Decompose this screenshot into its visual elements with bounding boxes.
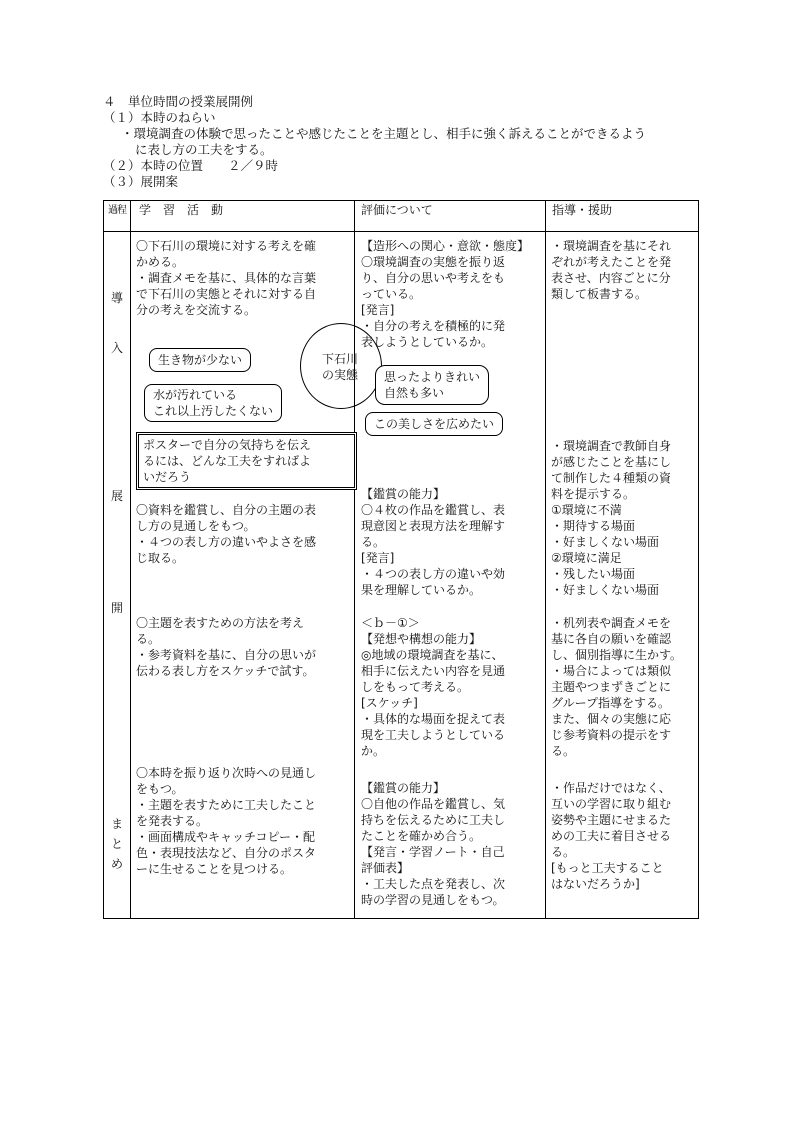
phase-develop-1: 展 [110, 489, 123, 503]
header-activities: 学 習 活 動 [131, 201, 355, 232]
activity-4: 〇本時を振り返り次時への見通し をもつ。 ・主題を表すために工夫したこと を発表する。 ・画面構成やキャッチコピー・配 色・表現技法など、自分のポスタ ーに生せることを見つける。 [136, 766, 317, 876]
evaluation-2: 【鑑賞の能力】 〇４枚の作品を鑑賞し、表 現意図と表現方法を理解す る。 [発言] ・４つの表し方の違いや効 果を理解しているか。 [361, 487, 506, 597]
bubble-spread-beauty: この美しさを広めたい [365, 412, 503, 436]
header-evaluation: 評価について [355, 201, 546, 232]
heading-line-5: （２）本時の位置 ２／９時 [103, 158, 279, 173]
header-process: 過程 [104, 201, 131, 232]
evaluation-cell [355, 232, 546, 919]
bubble-few-creatures: 生き物が少ない [149, 348, 251, 372]
guidance-2: ・環境調査で教師自身 が感じたことを基にし て制作した４種類の資 料を提示する。 ①環境に不満 ・期待する場面 ・好ましくない場面 ②環境に満足 ・残したい場面 ・好ましくない場面 [551, 439, 672, 597]
guidance-3: ・机列表や調査メモを 基に各自の願いを確認 し、個別指導に生かす。 ・場合によっては類似 主題やつまずきごとに グループ指導をする。 また、個々の実態に応 じ参考資料の提示をす る。 [551, 616, 683, 758]
activity-3: 〇主題を表すための方法を考え る。 ・参考資料を基に、自分の思いが 伝わる表し方をスケッチで試す。 [136, 616, 317, 678]
evaluation-1: 【造形への関心・意欲・態度】 〇環境調査の実態を振り返 り、自分の思いや考えをも っている。 [発言] ・自分の考えを積極的に発 表しようとしているか。 [361, 239, 530, 349]
activity-2: 〇資料を鑑賞し、自分の主題の表 し方の見通しをもつ。 ・４つの表し方の違いやよさを感 じ取る。 [136, 503, 317, 565]
header-guidance: 指導・援助 [546, 201, 699, 232]
circle-label: 下石川 の実態 [321, 352, 358, 382]
bubble-polluted-water: 水が汚れている これ以上汚したくない [144, 384, 282, 422]
heading-line-2: （１）本時のねらい [103, 110, 216, 125]
guidance-4: ・作品だけではなく、 互いの学習に取り組む 姿勢や主題にせまるた めの工夫に着目させる る。 [もっと工夫すること はないだろうか] [551, 781, 672, 891]
phase-intro-2: 入 [110, 341, 123, 355]
phase-summary: ま と め [110, 817, 123, 871]
guidance-cell [546, 232, 699, 919]
table-body-row [104, 232, 699, 919]
activity-1: 〇下石川の環境に対する考えを確 かめる。 ・調査メモを基に、具体的な言葉 で下石川の実態とそれに対する自 分の考えを交流する。 [136, 239, 317, 317]
question-box: ポスターで自分の気持ちを伝え るには、どんな工夫をすればよ いだろう [136, 432, 357, 490]
guidance-1: ・環境調査を基にそれ ぞれが考えたことを発 表させ、内容ごとに分 類して板書する。 [551, 239, 672, 301]
evaluation-4: 【鑑賞の能力】 〇自他の作品を鑑賞し、気 持ちを伝えるために工夫し たことを確かめ合う。 【発言・学習ノート・自己 評価表】 ・工夫した点を発表し、次 時の学習の見通しをもつ。 [361, 781, 506, 907]
bubble-cleaner-than-thought: 思ったよりきれい 自然も多い [375, 365, 489, 405]
lesson-plan-table [103, 200, 699, 919]
table-header-row [104, 201, 699, 232]
heading-line-4: に表し方の工夫をする。 [135, 142, 273, 157]
activities-cell [131, 232, 358, 919]
heading-line-3: ・環境調査の体験で思ったことや感じたことを主題とし、相手に強く訴えることができるよう [121, 126, 647, 141]
heading-line-1: ４ 単位時間の授業展開例 [103, 94, 254, 109]
process-cell [104, 232, 131, 919]
phase-develop-2: 開 [110, 601, 123, 615]
evaluation-3: ＜ｂ－①＞ 【発想や構想の能力】 ◎地域の環境調査を基に、 相手に伝えたい内容を見通 しをもって考える。 [スケッチ] ・具体的な場面を捉えて表 現を工夫しようとしている か。 [361, 616, 506, 758]
heading-line-6: （３）展開案 [103, 174, 179, 189]
phase-intro-1: 導 [110, 291, 123, 305]
